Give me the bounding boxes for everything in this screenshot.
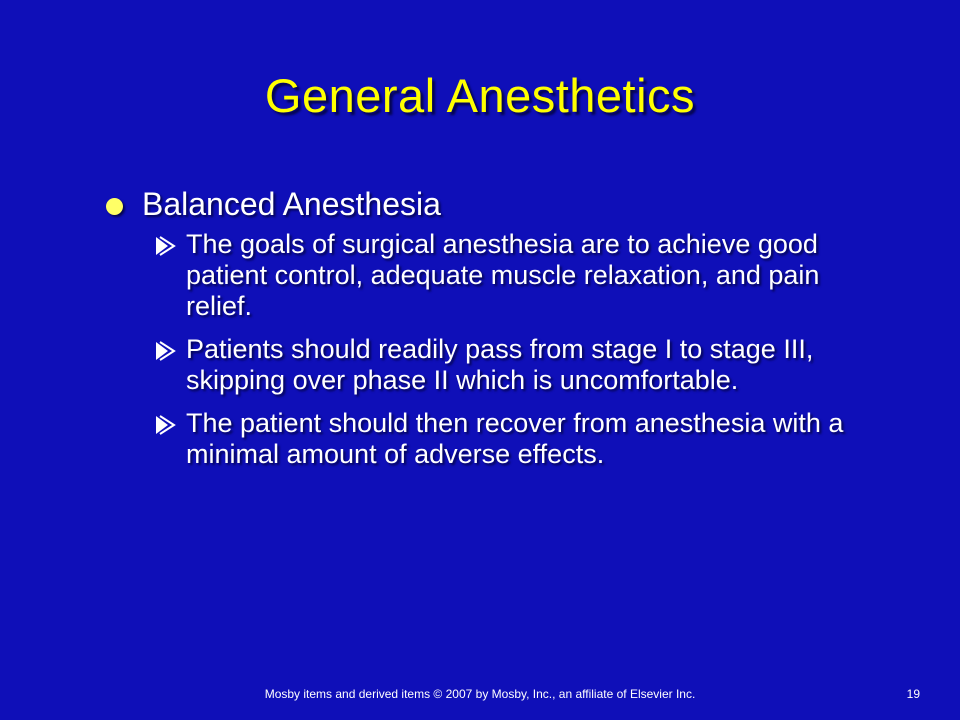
arrow-bullet-icon: [154, 414, 178, 436]
sub-bullet-list: [102, 229, 882, 470]
slide-title: General Anesthetics: [264, 69, 696, 122]
list-item: [154, 229, 859, 322]
bullet-text: Patients should readily pass from stage I to stage III, skipping over phase II which is uncomfortable.: [186, 334, 814, 395]
circle-bullet-icon: [106, 198, 123, 215]
list-item: [154, 334, 859, 396]
copyright-footer: Mosby items and derived items © 2007 by Mosby, Inc., an affiliate of Elsevier Inc.: [264, 687, 696, 701]
list-item: [154, 408, 859, 470]
bullet-text: The goals of surgical anesthesia are to achieve good patient control, adequate muscle relaxation, and pain relief.: [186, 229, 820, 321]
slide-content: [102, 186, 882, 482]
arrow-bullet-icon: [154, 235, 178, 257]
arrow-bullet-icon: [154, 340, 178, 362]
page-number: 19: [906, 687, 920, 701]
bullet-level1: [102, 186, 882, 223]
bullet-heading: Balanced Anesthesia: [142, 186, 441, 222]
bullet-text: The patient should then recover from anesthesia with a minimal amount of adverse effects.: [186, 408, 844, 469]
